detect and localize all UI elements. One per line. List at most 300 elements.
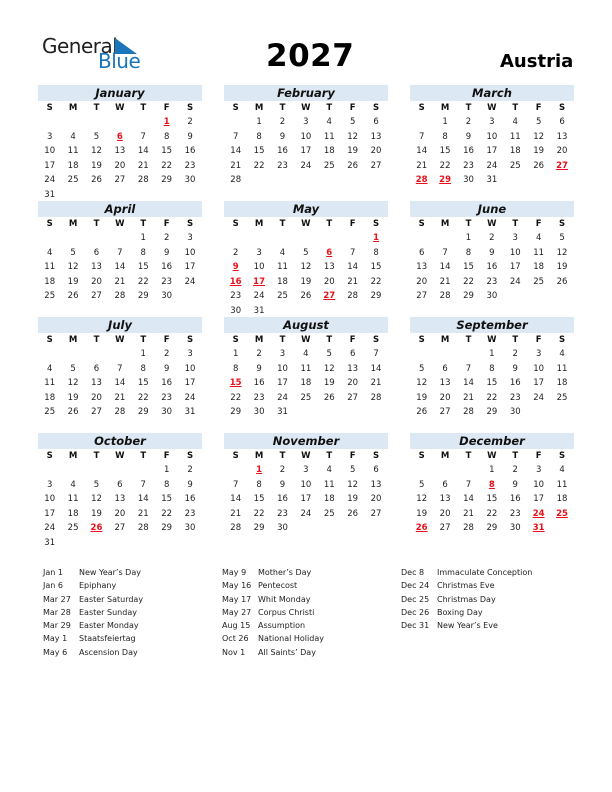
day-cell: 27 [439,407,451,417]
day-cell: 21 [347,276,359,287]
day-cell: 6 [349,349,356,359]
weekday-header: T [465,103,472,113]
empty-cell [61,115,84,130]
month-title: October [38,433,202,449]
holiday-name: Whit Monday [258,594,311,604]
day-cell: 8 [256,479,262,490]
day-cell: 30 [509,523,521,533]
day-cell: 28 [137,175,149,185]
weekday-header: F [163,219,170,229]
day-cell: 1 [489,465,495,475]
day-cell: 11 [67,146,79,156]
day-cell: 17 [44,160,56,171]
day-cell: 25 [67,175,79,185]
day-cell: 3 [512,233,518,243]
weekday-header: T [279,335,286,345]
weekday-header: W [115,451,125,461]
holiday-list-item [401,566,532,579]
day-cell: 20 [114,508,126,519]
day-cell: 4 [326,117,332,127]
weekday-header: W [487,335,497,345]
day-cell: 15 [253,494,265,504]
day-cell: 25 [323,508,335,519]
day-cell: 6 [117,479,123,490]
day-cell: 16 [184,146,196,156]
day-cell: 12 [533,131,545,142]
day-cell: 11 [533,247,545,258]
month-grid [224,217,388,318]
empty-cell [410,231,433,246]
month-grid [224,333,388,420]
day-cell: 7 [232,479,239,490]
day-cell: 24 [533,392,545,403]
day-cell: 23 [161,392,173,403]
month-title: April [38,201,202,217]
day-cell: 14 [230,494,242,504]
weekday-header: T [326,219,333,229]
weekday-header: M [440,451,450,461]
day-cell: 26 [556,276,568,287]
day-cell: 1 [465,233,472,243]
day-cell: 9 [187,479,193,490]
day-cell: 4 [46,247,53,258]
day-cell: 9 [187,131,193,142]
day-cell: 23 [184,160,196,171]
day-cell: 5 [326,349,332,359]
holiday-day-cell: 27 [556,160,568,171]
day-cell: 17 [184,262,196,272]
weekday-header: T [93,451,100,461]
day-cell: 19 [300,276,312,287]
weekday-header: F [163,335,170,345]
day-cell: 26 [67,407,79,417]
day-cell: 4 [535,233,542,243]
day-cell: 29 [230,407,242,417]
day-cell: 31 [277,407,288,417]
weekday-header: M [68,219,78,229]
empty-cell [108,347,131,362]
day-cell: 11 [509,131,521,142]
weekday-header: S [46,451,53,461]
weekday-header: M [68,335,78,345]
weekday-header: S [372,103,380,113]
day-cell: 20 [439,508,451,519]
day-cell: 18 [533,262,545,272]
day-cell: 16 [184,494,196,504]
day-cell: 8 [489,363,495,374]
day-cell: 29 [486,523,498,533]
day-cell: 1 [489,349,495,359]
weekday-header: W [301,219,311,229]
month-june [410,201,574,304]
month-grid [410,101,574,188]
day-cell: 15 [137,262,149,272]
day-cell: 15 [486,494,498,504]
day-cell: 12 [347,131,359,142]
month-december [410,433,574,536]
day-cell: 7 [117,363,123,374]
weekday-header: M [440,335,450,345]
weekday-header: W [487,451,497,461]
day-cell: 13 [91,262,102,272]
holiday-name: Easter Sunday [79,607,137,617]
weekday-header: S [186,219,194,229]
day-cell: 18 [44,276,56,287]
month-title: May [224,201,388,217]
day-cell: 7 [232,131,239,142]
weekday-header: T [326,451,333,461]
day-cell: 28 [370,392,382,403]
holiday-day-cell: 15 [229,378,242,388]
day-cell: 1 [140,233,146,243]
day-cell: 28 [439,291,451,301]
day-cell: 17 [184,378,196,388]
day-cell: 12 [416,378,428,388]
day-cell: 2 [512,349,518,359]
empty-cell [318,231,341,246]
month-title: July [38,317,202,333]
holiday-list-item [43,646,143,659]
day-cell: 29 [161,175,173,185]
day-cell: 3 [303,117,309,127]
day-cell: 24 [300,160,312,171]
day-cell: 26 [533,160,545,171]
month-grid [410,449,574,536]
day-cell: 11 [67,494,79,504]
weekday-header: W [115,103,125,113]
day-cell: 14 [439,262,451,272]
day-cell: 28 [114,407,126,417]
day-cell: 20 [323,276,335,287]
weekday-header: S [558,335,566,345]
holiday-date: May 9 [222,568,247,577]
day-cell: 3 [535,349,542,359]
day-cell: 31 [253,305,265,316]
holiday-date: May 27 [222,607,252,617]
empty-cell [85,115,108,130]
month-grid [38,449,202,550]
day-cell: 14 [230,146,242,156]
day-cell: 27 [439,523,451,533]
day-cell: 22 [137,392,149,403]
day-cell: 12 [416,494,428,504]
day-cell: 8 [373,247,379,258]
day-cell: 23 [277,508,288,519]
day-cell: 18 [300,378,312,388]
holiday-name: Staatsfeiertag [79,634,136,644]
day-cell: 7 [140,479,146,490]
day-cell: 18 [323,494,335,504]
day-cell: 24 [184,392,196,403]
empty-cell [38,463,61,478]
weekday-header: W [301,335,311,345]
day-cell: 2 [163,233,170,243]
day-cell: 25 [533,276,545,287]
day-cell: 24 [253,291,265,301]
day-cell: 27 [114,175,126,185]
day-cell: 7 [465,363,472,374]
day-cell: 13 [556,131,568,142]
day-cell: 24 [277,392,288,403]
holiday-list-item [222,566,324,579]
empty-cell [224,463,247,478]
day-cell: 9 [512,479,518,490]
day-cell: 28 [137,523,149,533]
month-january [38,85,202,202]
day-cell: 25 [556,392,568,403]
weekday-header: T [279,103,286,113]
empty-cell [61,347,84,362]
day-cell: 26 [347,160,359,171]
weekday-header: F [349,451,356,461]
month-title: November [224,433,388,449]
day-cell: 8 [140,247,146,258]
holiday-date: Jan 6 [43,581,63,591]
holiday-name: New Year’s Eve [437,621,498,631]
day-cell: 8 [465,247,472,258]
holiday-day-cell: 29 [439,175,451,185]
day-cell: 12 [67,378,79,388]
day-cell: 9 [512,363,518,374]
country-name: Austria [500,51,574,72]
day-cell: 8 [163,131,170,142]
day-cell: 21 [137,508,149,519]
day-cell: 26 [67,291,79,301]
day-cell: 20 [439,392,451,403]
month-title: December [410,433,574,449]
day-cell: 3 [256,247,262,258]
day-cell: 14 [114,262,126,272]
day-cell: 16 [463,146,474,156]
day-cell: 27 [370,508,382,519]
day-cell: 4 [279,247,286,258]
day-cell: 29 [161,523,173,533]
day-cell: 19 [416,508,428,519]
day-cell: 13 [370,131,382,142]
day-cell: 5 [349,465,356,475]
day-cell: 13 [439,378,451,388]
day-cell: 12 [323,363,335,374]
day-cell: 11 [44,378,56,388]
holiday-name: Assumption [258,621,306,631]
month-title: August [224,317,388,333]
day-cell: 21 [230,160,242,171]
holiday-date: Dec 31 [401,621,430,631]
weekday-header: S [558,219,566,229]
month-grid [38,333,202,420]
holiday-list-item [401,593,532,606]
day-cell: 23 [161,276,173,287]
day-cell: 27 [91,291,102,301]
day-cell: 12 [67,262,79,272]
day-cell: 27 [114,523,126,533]
holiday-list-item [43,593,143,606]
weekday-header: M [440,103,450,113]
holiday-list-item [222,593,324,606]
day-cell: 10 [277,363,288,374]
day-cell: 2 [187,465,193,475]
day-cell: 1 [232,349,239,359]
day-cell: 20 [347,378,359,388]
day-cell: 17 [277,378,288,388]
month-march [410,85,574,188]
weekday-header: M [440,219,450,229]
day-cell: 6 [93,363,100,374]
day-cell: 15 [161,146,173,156]
day-cell: 13 [91,378,102,388]
day-cell: 25 [300,392,312,403]
day-cell: 6 [559,117,565,127]
day-cell: 11 [323,479,335,490]
month-august [224,317,388,420]
day-cell: 5 [535,117,542,127]
day-cell: 10 [184,247,196,258]
weekday-header: T [326,103,333,113]
day-cell: 29 [370,291,382,301]
day-cell: 23 [486,276,498,287]
empty-cell [85,347,108,362]
day-cell: 30 [184,523,196,533]
empty-cell [108,115,131,130]
holiday-day-cell: 27 [323,291,336,301]
holiday-list-col-1 [43,566,143,659]
day-cell: 2 [465,117,472,127]
day-cell: 8 [442,131,448,142]
day-cell: 10 [253,262,265,272]
day-cell: 10 [44,494,56,504]
day-cell: 3 [535,465,542,475]
day-cell: 2 [232,247,239,258]
weekday-header: S [232,451,239,461]
day-cell: 5 [349,117,356,127]
day-cell: 23 [184,508,196,519]
day-cell: 17 [300,146,312,156]
day-cell: 16 [277,146,288,156]
holiday-day-cell: 1 [163,117,170,127]
empty-cell [433,463,456,478]
day-cell: 2 [187,117,193,127]
day-cell: 23 [230,291,242,301]
day-cell: 30 [486,291,498,301]
day-cell: 3 [187,349,193,359]
day-cell: 16 [161,262,173,272]
holiday-day-cell: 24 [532,508,545,519]
day-cell: 19 [347,146,359,156]
day-cell: 29 [253,523,265,533]
day-cell: 10 [533,479,545,490]
empty-cell [457,347,480,362]
weekday-header: S [558,451,566,461]
day-cell: 25 [44,291,56,301]
weekday-header: M [254,335,264,345]
weekday-header: T [465,451,472,461]
day-cell: 3 [187,233,193,243]
day-cell: 8 [232,363,239,374]
day-cell: 21 [230,508,242,519]
day-cell: 16 [253,378,265,388]
day-cell: 13 [323,262,335,272]
day-cell: 30 [509,407,521,417]
day-cell: 14 [347,262,359,272]
day-cell: 27 [347,392,359,403]
day-cell: 26 [300,291,312,301]
day-cell: 27 [91,407,102,417]
day-cell: 21 [137,160,149,171]
day-cell: 23 [463,160,474,171]
day-cell: 19 [416,392,428,403]
weekday-header: S [372,451,380,461]
day-cell: 6 [442,479,448,490]
weekday-header: M [68,451,78,461]
holiday-day-cell: 26 [415,523,428,533]
month-grid [38,217,202,304]
day-cell: 18 [323,146,335,156]
weekday-header: W [487,219,497,229]
day-cell: 29 [137,407,149,417]
month-grid [410,333,574,420]
day-cell: 11 [323,131,335,142]
month-grid [224,449,388,536]
day-cell: 23 [253,392,265,403]
logo-text-general: General [42,34,118,58]
weekday-header: F [535,103,542,113]
day-cell: 22 [137,276,149,287]
month-grid [224,101,388,188]
holiday-date: Dec 8 [401,568,425,577]
weekday-header: W [301,103,311,113]
day-cell: 21 [463,392,474,403]
calendar-year: 2027 [266,38,355,74]
day-cell: 12 [556,247,568,258]
holiday-name: All Saints’ Day [258,647,316,657]
weekday-header: T [512,103,519,113]
weekday-header: T [326,335,333,345]
holiday-date: Aug 15 [222,621,251,631]
month-title: June [410,201,574,217]
holiday-list-item [222,579,324,592]
day-cell: 15 [370,262,382,272]
day-cell: 15 [439,146,451,156]
holiday-name: New Year’s Day [79,568,141,577]
day-cell: 22 [253,160,265,171]
day-cell: 13 [347,363,359,374]
weekday-header: F [349,103,356,113]
day-cell: 3 [46,131,53,142]
day-cell: 21 [370,378,382,388]
day-cell: 18 [44,392,56,403]
holiday-date: Dec 24 [401,581,430,591]
day-cell: 25 [67,523,79,533]
day-cell: 12 [300,262,312,272]
weekday-header: W [301,451,311,461]
empty-cell [132,115,155,130]
day-cell: 2 [256,349,262,359]
weekday-header: M [254,103,264,113]
weekday-header: W [115,219,125,229]
day-cell: 17 [486,146,498,156]
day-cell: 14 [463,378,474,388]
day-cell: 18 [556,494,568,504]
day-cell: 20 [556,146,568,156]
day-cell: 22 [161,508,173,519]
day-cell: 2 [279,465,286,475]
month-april [38,201,202,304]
day-cell: 7 [465,479,472,490]
day-cell: 8 [140,363,146,374]
day-cell: 10 [509,247,521,258]
holiday-name: Corpus Christi [258,607,315,617]
holiday-name: Christmas Day [437,594,496,604]
